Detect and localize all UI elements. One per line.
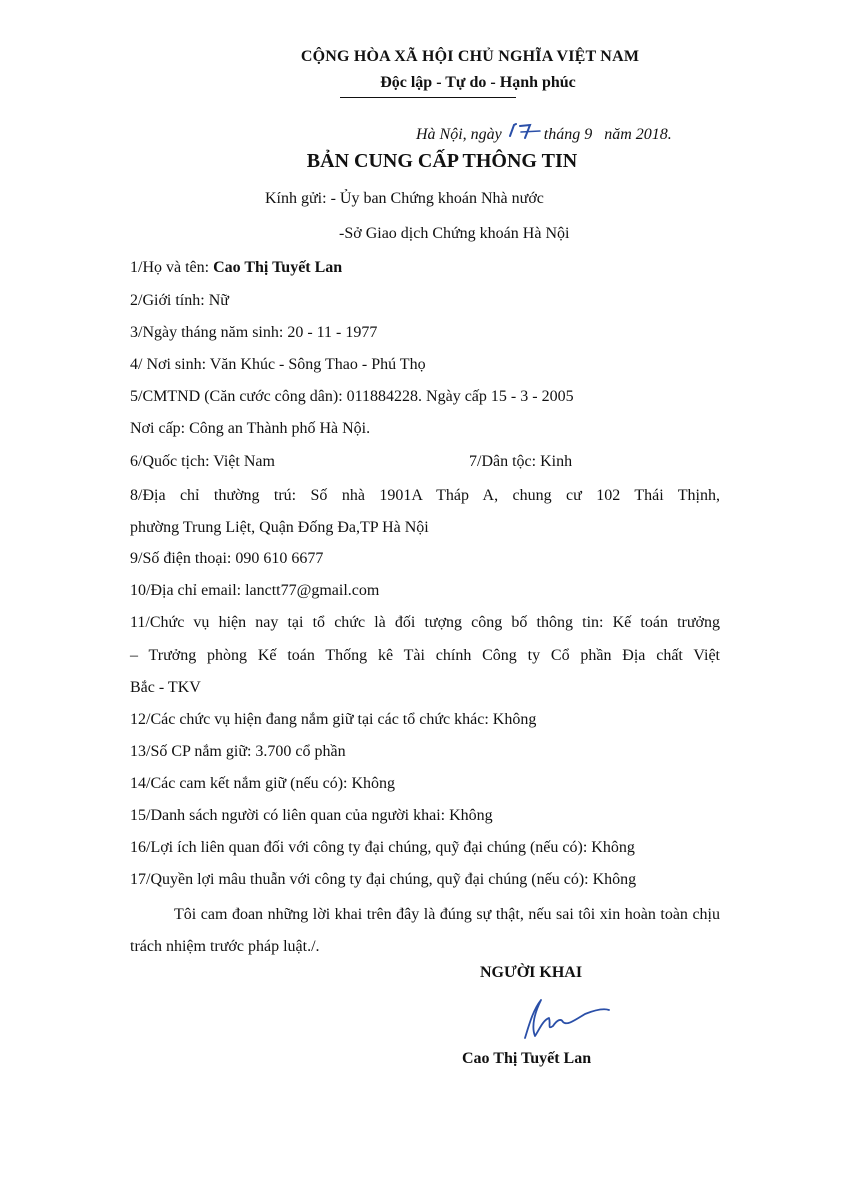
national-title: CỘNG HÒA XÃ HỘI CHỦ NGHĨA VIỆT NAM xyxy=(300,48,640,65)
field-related-persons: 15/Danh sách người có liên quan của người khai: Không xyxy=(130,807,493,824)
signer-name: Cao Thị Tuyết Lan xyxy=(462,1050,592,1067)
handwritten-day-icon xyxy=(506,120,540,142)
field-position-line-1: 11/Chức vụ hiện nay tại tổ chức là đối tượng công bố thông tin: Kế toán trưởng xyxy=(130,614,720,631)
declaration-paragraph xyxy=(130,899,720,963)
motto-underline xyxy=(340,97,516,98)
field-nationality: 6/Quốc tịch: Việt Nam xyxy=(130,453,275,470)
handwritten-day xyxy=(506,120,540,138)
signature-icon xyxy=(505,990,625,1050)
place-date-month: tháng 9 xyxy=(543,126,593,143)
field-nationality-row xyxy=(130,452,720,472)
field-related-interests: 16/Lợi ích liên quan đối với công ty đại chúng, quỹ đại chúng (nếu có): Không xyxy=(130,839,635,856)
signature-image xyxy=(505,990,625,1050)
recipient-line-1: Kính gửi: - Ủy ban Chứng khoán Nhà nước xyxy=(265,190,544,207)
field-full-name-value: Cao Thị Tuyết Lan xyxy=(213,259,343,276)
place-date xyxy=(416,120,672,144)
field-address-line-2: phường Trung Liệt, Quận Đống Đa,TP Hà Nội xyxy=(130,519,429,536)
field-position-line-3: Bắc - TKV xyxy=(130,679,201,696)
declaration-text: Tôi cam đoan những lời khai trên đây là đúng sự thật, nếu sai tôi xin hoàn toàn chịu trách nhiệm trước pháp luật./. xyxy=(130,906,720,955)
field-birth-place: 4/ Nơi sinh: Văn Khúc - Sông Thao - Phú Thọ xyxy=(130,356,426,373)
document-title: BẢN CUNG CẤP THÔNG TIN xyxy=(306,150,578,172)
field-address-line-1: 8/Địa chỉ thường trú: Số nhà 1901A Tháp A, chung cư 102 Thái Thịnh, xyxy=(130,487,720,504)
field-ethnicity: 7/Dân tộc: Kinh xyxy=(469,453,573,470)
signer-title: NGƯỜI KHAI xyxy=(480,964,583,981)
place-date-year: năm 2018. xyxy=(604,126,672,143)
field-phone: 9/Số điện thoại: 090 610 6677 xyxy=(130,550,324,567)
recipient-line-2: -Sở Giao dịch Chứng khoán Hà Nội xyxy=(339,225,570,242)
field-full-name xyxy=(130,258,720,278)
field-conflicting-interests: 17/Quyền lợi mâu thuẫn với công ty đại chúng, quỹ đại chúng (nếu có): Không xyxy=(130,871,637,888)
field-holding-commitments: 14/Các cam kết nắm giữ (nếu có): Không xyxy=(130,775,396,792)
field-shares-held: 13/Số CP nắm giữ: 3.700 cổ phần xyxy=(130,743,346,760)
place-date-prefix: Hà Nội, ngày xyxy=(416,126,502,143)
field-email: 10/Địa chỉ email: lanctt77@gmail.com xyxy=(130,582,380,599)
field-other-positions: 12/Các chức vụ hiện đang nắm giữ tại các tổ chức khác: Không xyxy=(130,711,537,728)
field-full-name-label: 1/Họ và tên: xyxy=(130,259,214,276)
field-gender: 2/Giới tính: Nữ xyxy=(130,292,229,309)
field-id-issuer: Nơi cấp: Công an Thành phố Hà Nội. xyxy=(130,420,371,437)
field-position-line-2: – Trưởng phòng Kế toán Thống kê Tài chính Công ty Cổ phần Địa chất Việt xyxy=(130,647,720,664)
field-id-card: 5/CMTND (Căn cước công dân): 011884228. Ngày cấp 15 - 3 - 2005 xyxy=(130,388,574,405)
field-birth-date: 3/Ngày tháng năm sinh: 20 - 11 - 1977 xyxy=(130,324,378,341)
national-motto: Độc lập - Tự do - Hạnh phúc xyxy=(380,74,576,91)
